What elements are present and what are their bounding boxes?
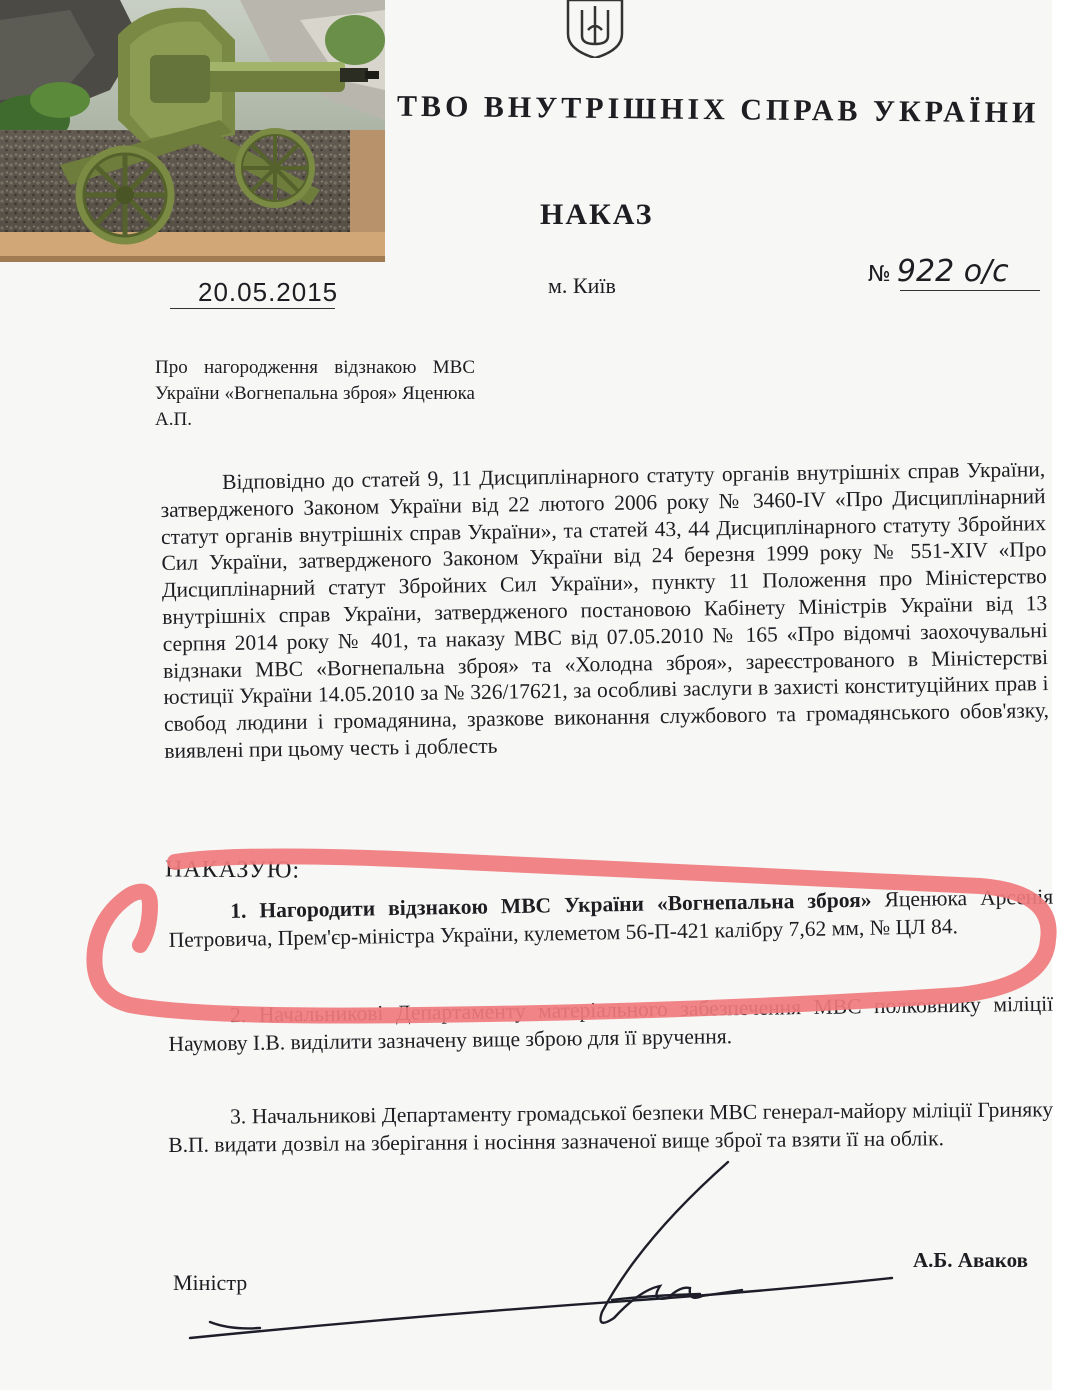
page-margin	[1052, 0, 1080, 1390]
order-item-3-text: 3. Начальникові Департаменту громадської безпеки МВС генерал-майору міліції Гриняку В.П. видати дозвіл на зберігання і носіння зазначеної вище зброї та взяти її на облік.	[168, 1097, 1054, 1157]
number-sign: №	[868, 262, 891, 287]
order-command: НАКАЗУЮ:	[164, 856, 301, 884]
order-item-2-text: 2. Начальникові Департаменту матеріального забезпечення МВС полковнику міліції Наумову І.В. виділити зазначену вище зброю для її вручення.	[168, 991, 1054, 1056]
order-item-3	[168, 1095, 1053, 1159]
signer-name: А.Б. Аваков	[913, 1248, 1028, 1272]
number-value: 922 о/с	[896, 254, 1009, 289]
order-subject: Про нагородження відзнакою МВС України «Вогнепальна зброя» Яценюка А.П.	[155, 357, 475, 430]
date-underline	[170, 308, 335, 309]
machine-gun-photo	[0, 0, 385, 262]
order-item-1-text: Яценюка Арсенія Петровича, Прем'єр-міністра України, кулеметом 56-П-421 калібру 7,62 мм, № ЦЛ 84.	[168, 884, 1054, 952]
order-date: 20.05.2015	[198, 277, 339, 307]
trident-coat-of-arms-icon	[560, 0, 630, 58]
document-type: НАКАЗ	[540, 198, 654, 231]
signer-role: Міністр	[173, 1270, 248, 1295]
order-preamble: Відповідно до статей 9, 11 Дисциплінарного статуту органів внутрішніх справ України, затвердженого Законом України від 22 лютого 2006 року № 3460-IV «Про Дисциплінарний статут органів внутрішніх справ України», та статей 43, 44 Дисциплінарного статуту Збройних Сил України, затвердженого Законом України від 24 березня 1999 року № 551-XIV «Про Дисциплінарний статут Збройних Сил України», пункту 11 Положення про Міністерство внутрішніх справ України, затвердженого постановою Кабінету Міністрів України від 13 серпня 2014 року № 401, та наказу МВС від 07.05.2010 № 165 «Про відомчі заохочувальні відзнаки МВС «Вогнепальна зброя» та «Холодна зброя», зареєстрованого в Міністерстві юстиції України 14.05.2010 за № 326/17621, за особливі заслуги в захисті конституційних прав і свобод людини і громадянина, зразкове виконання службового та громадянського обов'язку, виявлені при цьому честь і доблесть	[160, 457, 1050, 763]
order-number	[868, 254, 1048, 289]
order-city: м. Київ	[548, 273, 616, 298]
ministry-name: ТВО ВНУТРІШНІХ СПРАВ УКРАЇНИ	[396, 89, 1040, 130]
order-item-1-title: 1. Нагородити відзнакою МВС України «Вогнепальна зброя»	[230, 887, 872, 923]
number-underline	[900, 290, 1040, 291]
